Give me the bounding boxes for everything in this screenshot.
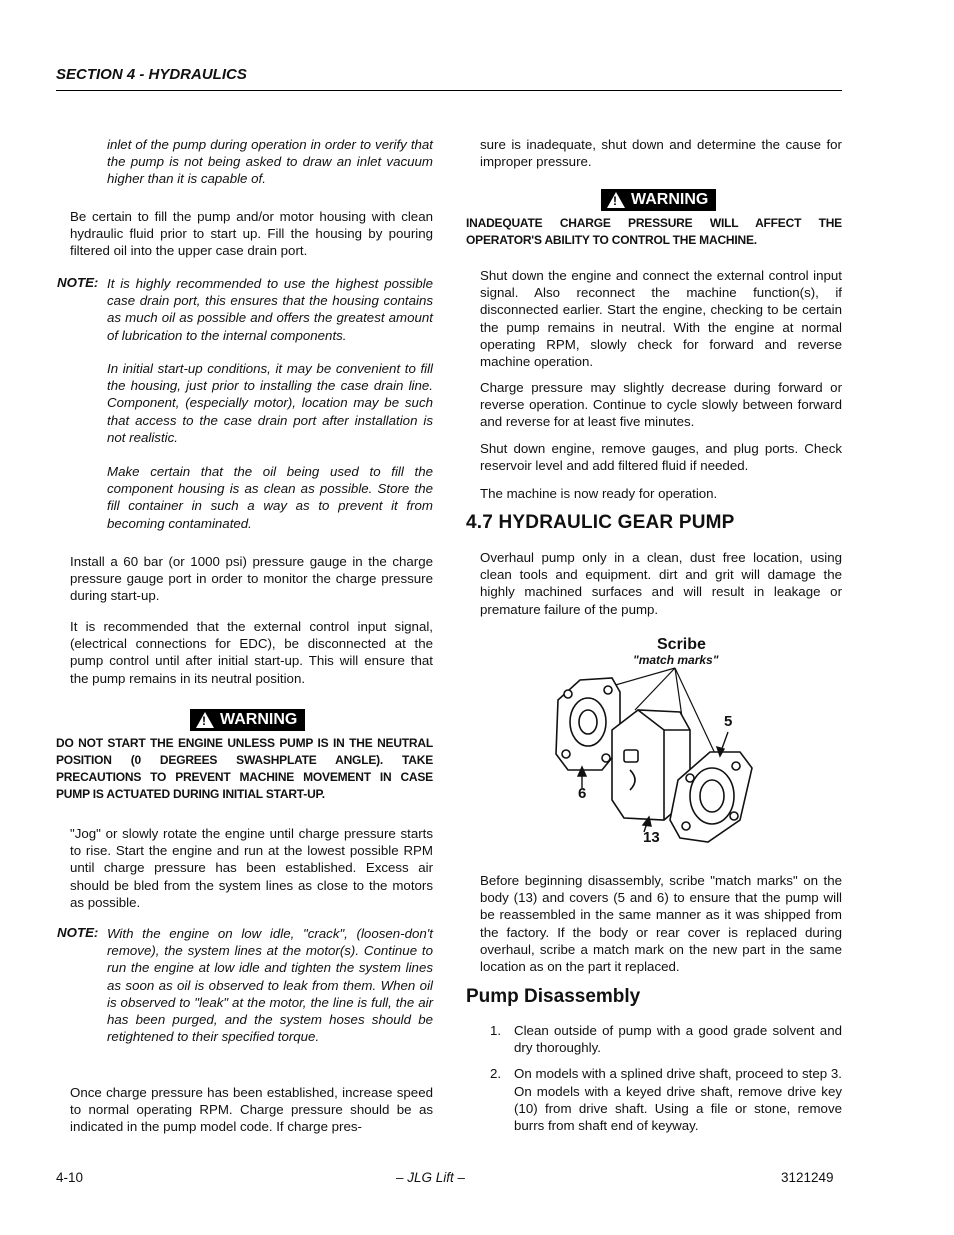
front-cover-part [556, 678, 620, 770]
sub-heading: Pump Disassembly [466, 986, 641, 1007]
paragraph-gauge: Install a 60 bar (or 1000 psi) pressure gauge in the charge pressure gauge port in order to monitor the charge pressure during start-up. [70, 554, 433, 604]
list-item [480, 1022, 842, 1056]
step-number: 1. [490, 1023, 502, 1038]
note-paragraph-clean-oil: Make certain that the oil being used to fill the component housing is as clean as possible. Store the fill container in such a way as to prevent it from becoming contaminated. [107, 464, 433, 531]
paragraph-continued: sure is inadequate, shut down and determine the cause for improper pressure. [480, 137, 842, 170]
section-title: SECTION 4 - HYDRAULICS [56, 66, 247, 83]
warning-triangle-icon: ! [196, 712, 214, 728]
callout-6: 6 [578, 785, 587, 802]
paragraph-recommend: It is recommended that the external control input signal, (electrical connections for EDC), be disconnected at the pump control until after initial start-up. This will ensure that the pump remains in its neutral position. [70, 619, 433, 686]
header-rule [56, 90, 842, 91]
warning-badge [601, 189, 716, 211]
paragraph-overhaul: Overhaul pump only in a clean, dust free location, using clean tools and equipment. dirt and grit will damage the highly machined surfaces and will result in leakage or premature failure of the pump. [480, 550, 842, 617]
disassembly-steps [480, 1022, 842, 1143]
list-item [480, 1065, 842, 1134]
warning-label: WARNING [631, 191, 709, 208]
note-label: NOTE: [57, 925, 99, 940]
note-paragraph-crack-lines: With the engine on low idle, "crack", (loosen-don't remove), the system lines at the motor(s). Continue to run the engine at low idle and tighten the system lines as soon as oil is observed to leak from them. When oil is observed to "leak" at the motor, the line is full, the air has been purged, and the system hoses should be retightened to their specified torque. [107, 926, 433, 1045]
paragraph-shutdown: Shut down the engine and connect the external control input signal. Also reconnect the machine function(s), if disconnected earlier. Start the engine, checking to be certain the pump remains in neutral. With the engine at normal operating RPM, slowly check for forward and reverse machine operation. [480, 268, 842, 370]
step-text: On models with a splined drive shaft, proceed to step 3. On models with a keyed drive shaft, remove drive key (10) from drive shaft. Using a file or stone, remove burrs from shaft end of keyway. [514, 1066, 842, 1134]
step-text: Clean outside of pump with a good grade solvent and dry thoroughly. [514, 1023, 842, 1056]
warning-badge [190, 709, 305, 731]
note-paragraph-case-drain: It is highly recommended to use the highest possible case drain port, this ensures that the housing contains as much oil as possible and offers the greatest amount of lubrication to the internal components. [107, 276, 433, 343]
gear-pump-figure [540, 630, 790, 850]
figure-label-match-marks: "match marks" [633, 653, 719, 667]
paragraph-inlet: inlet of the pump during operation in order to verify that the pump is not being asked to draw an inlet vacuum higher than it is capable of. [107, 137, 433, 187]
page-number: 4-10 [56, 1170, 84, 1185]
warning-text: DO NOT START THE ENGINE UNLESS PUMP IS IN THE NEUTRAL POSITION (0 DEGREES SWASHPLATE ANGLE). TAKE PRECAUTIONS TO PREVENT MACHINE MOVEMENT IN CASE PUMP IS ACTUATED DURING INITIAL START-UP. [56, 736, 433, 801]
figure-label-scribe: Scribe [657, 636, 706, 653]
document-number: 3121249 [781, 1170, 834, 1185]
paragraph-ready: The machine is now ready for operation. [480, 486, 718, 501]
callout-5: 5 [724, 713, 733, 730]
paragraph-charge-pressure: Charge pressure may slightly decrease during forward or reverse operation. Continue to cycle slowly between forward and reverse for at least five minutes. [480, 380, 842, 430]
paragraph-fill-housing: Be certain to fill the pump and/or motor housing with clean hydraulic fluid prior to start up. Fill the housing by pouring filtered oil into the upper case drain port. [70, 209, 433, 259]
paragraph-jog: "Jog" or slowly rotate the engine until charge pressure starts to rise. Start the engine and run at the lowest possible RPM until charge pressure has been established. Excess air should be bled from the system lines as close to the motors as possible. [70, 826, 433, 910]
note-paragraph-startup: In initial start-up conditions, it may be convenient to fill the housing, just prior to installing the case drain line. Component, (especially motor), location may be such that access to the case drain port after installation is not realistic. [107, 361, 433, 445]
paragraph-before-disassembly: Before beginning disassembly, scribe "match marks" on the body (13) and covers (5 and 6) to ensure that the pump will be reassembled in the same manner as it was shipped from the factory. If the body or rear cover is replaced during overhaul, scribe a match mark on the new part in the same location as on the part it replaced. [480, 873, 842, 975]
paragraph-once-charge: Once charge pressure has been established, increase speed to normal operating RPM. Charge pressure should be as indicated in the pump model code. If charge pres- [70, 1085, 433, 1135]
note-label: NOTE: [57, 275, 99, 290]
warning-label: WARNING [220, 711, 298, 728]
paragraph-remove-gauges: Shut down engine, remove gauges, and plug ports. Check reservoir level and add filtered fluid if needed. [480, 441, 842, 474]
footer-center: – JLG Lift – [396, 1170, 466, 1185]
warning-text: INADEQUATE CHARGE PRESSURE WILL AFFECT THE OPERATOR'S ABILITY TO CONTROL THE MACHINE. [466, 216, 842, 247]
callout-13: 13 [643, 829, 660, 846]
step-number: 2. [490, 1066, 502, 1082]
warning-triangle-icon: ! [607, 192, 625, 208]
section-heading: 4.7 HYDRAULIC GEAR PUMP [466, 512, 735, 533]
